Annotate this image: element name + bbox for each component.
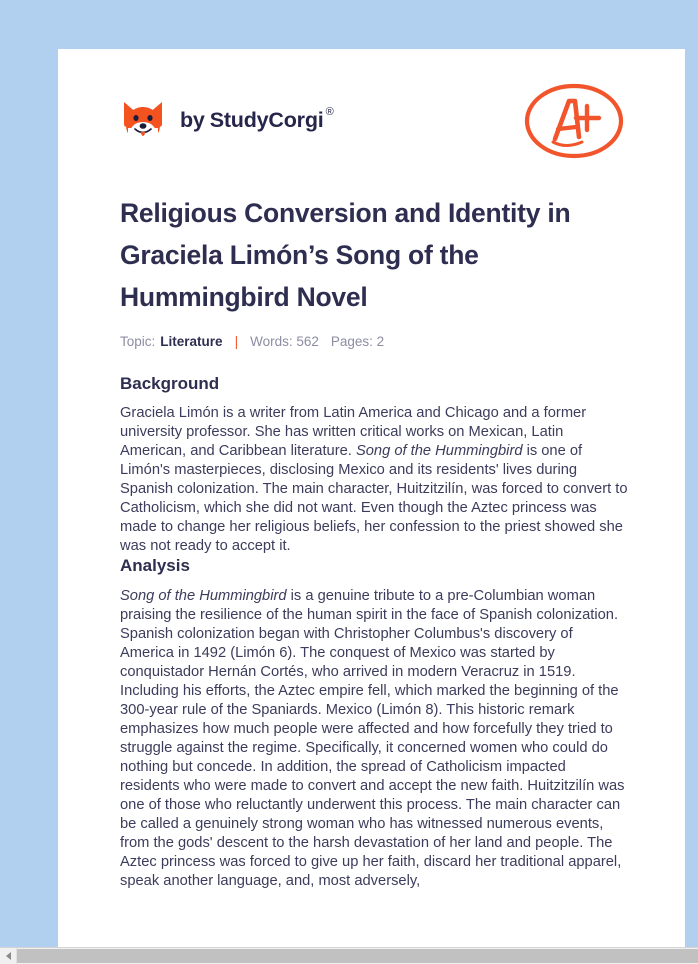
topic-label: Topic: <box>120 333 156 349</box>
scroll-left-button[interactable] <box>0 948 17 964</box>
page-count: Pages: 2 <box>330 333 385 349</box>
scrollbar-track[interactable] <box>17 948 698 964</box>
triangle-left-icon <box>6 952 11 960</box>
text-run: Graciela Limón is a writer from Latin America and Chicago and a former university professor. She has written critical works on Mexican, Latin American, and Caribbean literature. <box>120 404 587 460</box>
studycorgi-brand <box>120 98 333 144</box>
page-title: Religious Conversion and Identity in Graciela Limón’s Song of the Hummingbird Novel <box>120 198 571 312</box>
scrollbar-thumb[interactable] <box>17 949 698 963</box>
document-sheet <box>58 49 685 947</box>
italic-title-run: Song of the Hummingbird <box>355 443 523 460</box>
section-paragraph <box>120 587 628 892</box>
horizontal-scrollbar[interactable] <box>0 947 698 964</box>
document-body <box>120 374 628 892</box>
section-heading-background: Background <box>120 373 220 393</box>
corgi-face-icon <box>120 98 166 144</box>
document-header <box>120 75 628 167</box>
brand-by-text: by <box>180 108 205 133</box>
text-run: is a genuine tribute to a pre-Columbian woman praising the resilience of the human spirit in the face of Spanish colonization. Spanish colonization began with Christopher Columbus's discovery of America in 1492 (Limón 6). The conquest of Mexico was started by conquistador Hernán Cortés, who arrived in modern Veracruz in 1519. Including his efforts, the Aztec empire fell, which marked the beginning of the 300-year rule of the Spaniards. Mexico (Limón 8). This historic remark emphasizes how much people were affected and how forcefully they tried to struggle against the regime. Specifically, it concerned women who could do nothing but concede. In addition, the spread of Catholicism impacted residents who were made to convert and accept the new faith. Huitzitzilín was one of those who reluctantly underwent this process. The main character can be called a genuinely strong woman who has witnessed numerous events, from the gods' descent to the harsh devastation of her land and people. The Aztec princess was forced to give up her faith, discard her traditional apparel, speak another language, and, most adversely, <box>120 587 625 890</box>
a-plus-circle-icon <box>520 79 628 163</box>
italic-title-run: Song of the Hummingbird <box>120 587 287 604</box>
topic-value[interactable]: Literature <box>160 333 223 349</box>
document-meta <box>120 334 628 349</box>
section-paragraph <box>120 404 628 556</box>
text-run: is one of Limón's masterpieces, disclosing Mexico and its residents' lives during Spanish colonization. The main character, Huitzitzilín, was forced to convert to Catholicism, which she did not want. Even though the Aztec princess was made to change her religious beliefs, her confession to the priest showed she was not ready to accept it. <box>120 443 628 555</box>
registered-trademark-symbol: ® <box>325 106 334 119</box>
meta-separator: | <box>234 333 239 349</box>
section-heading-analysis: Analysis <box>120 556 190 576</box>
brand-wordmark <box>180 106 334 133</box>
brand-name-text: StudyCorgi <box>209 108 324 133</box>
word-count: Words: 562 <box>250 333 319 349</box>
